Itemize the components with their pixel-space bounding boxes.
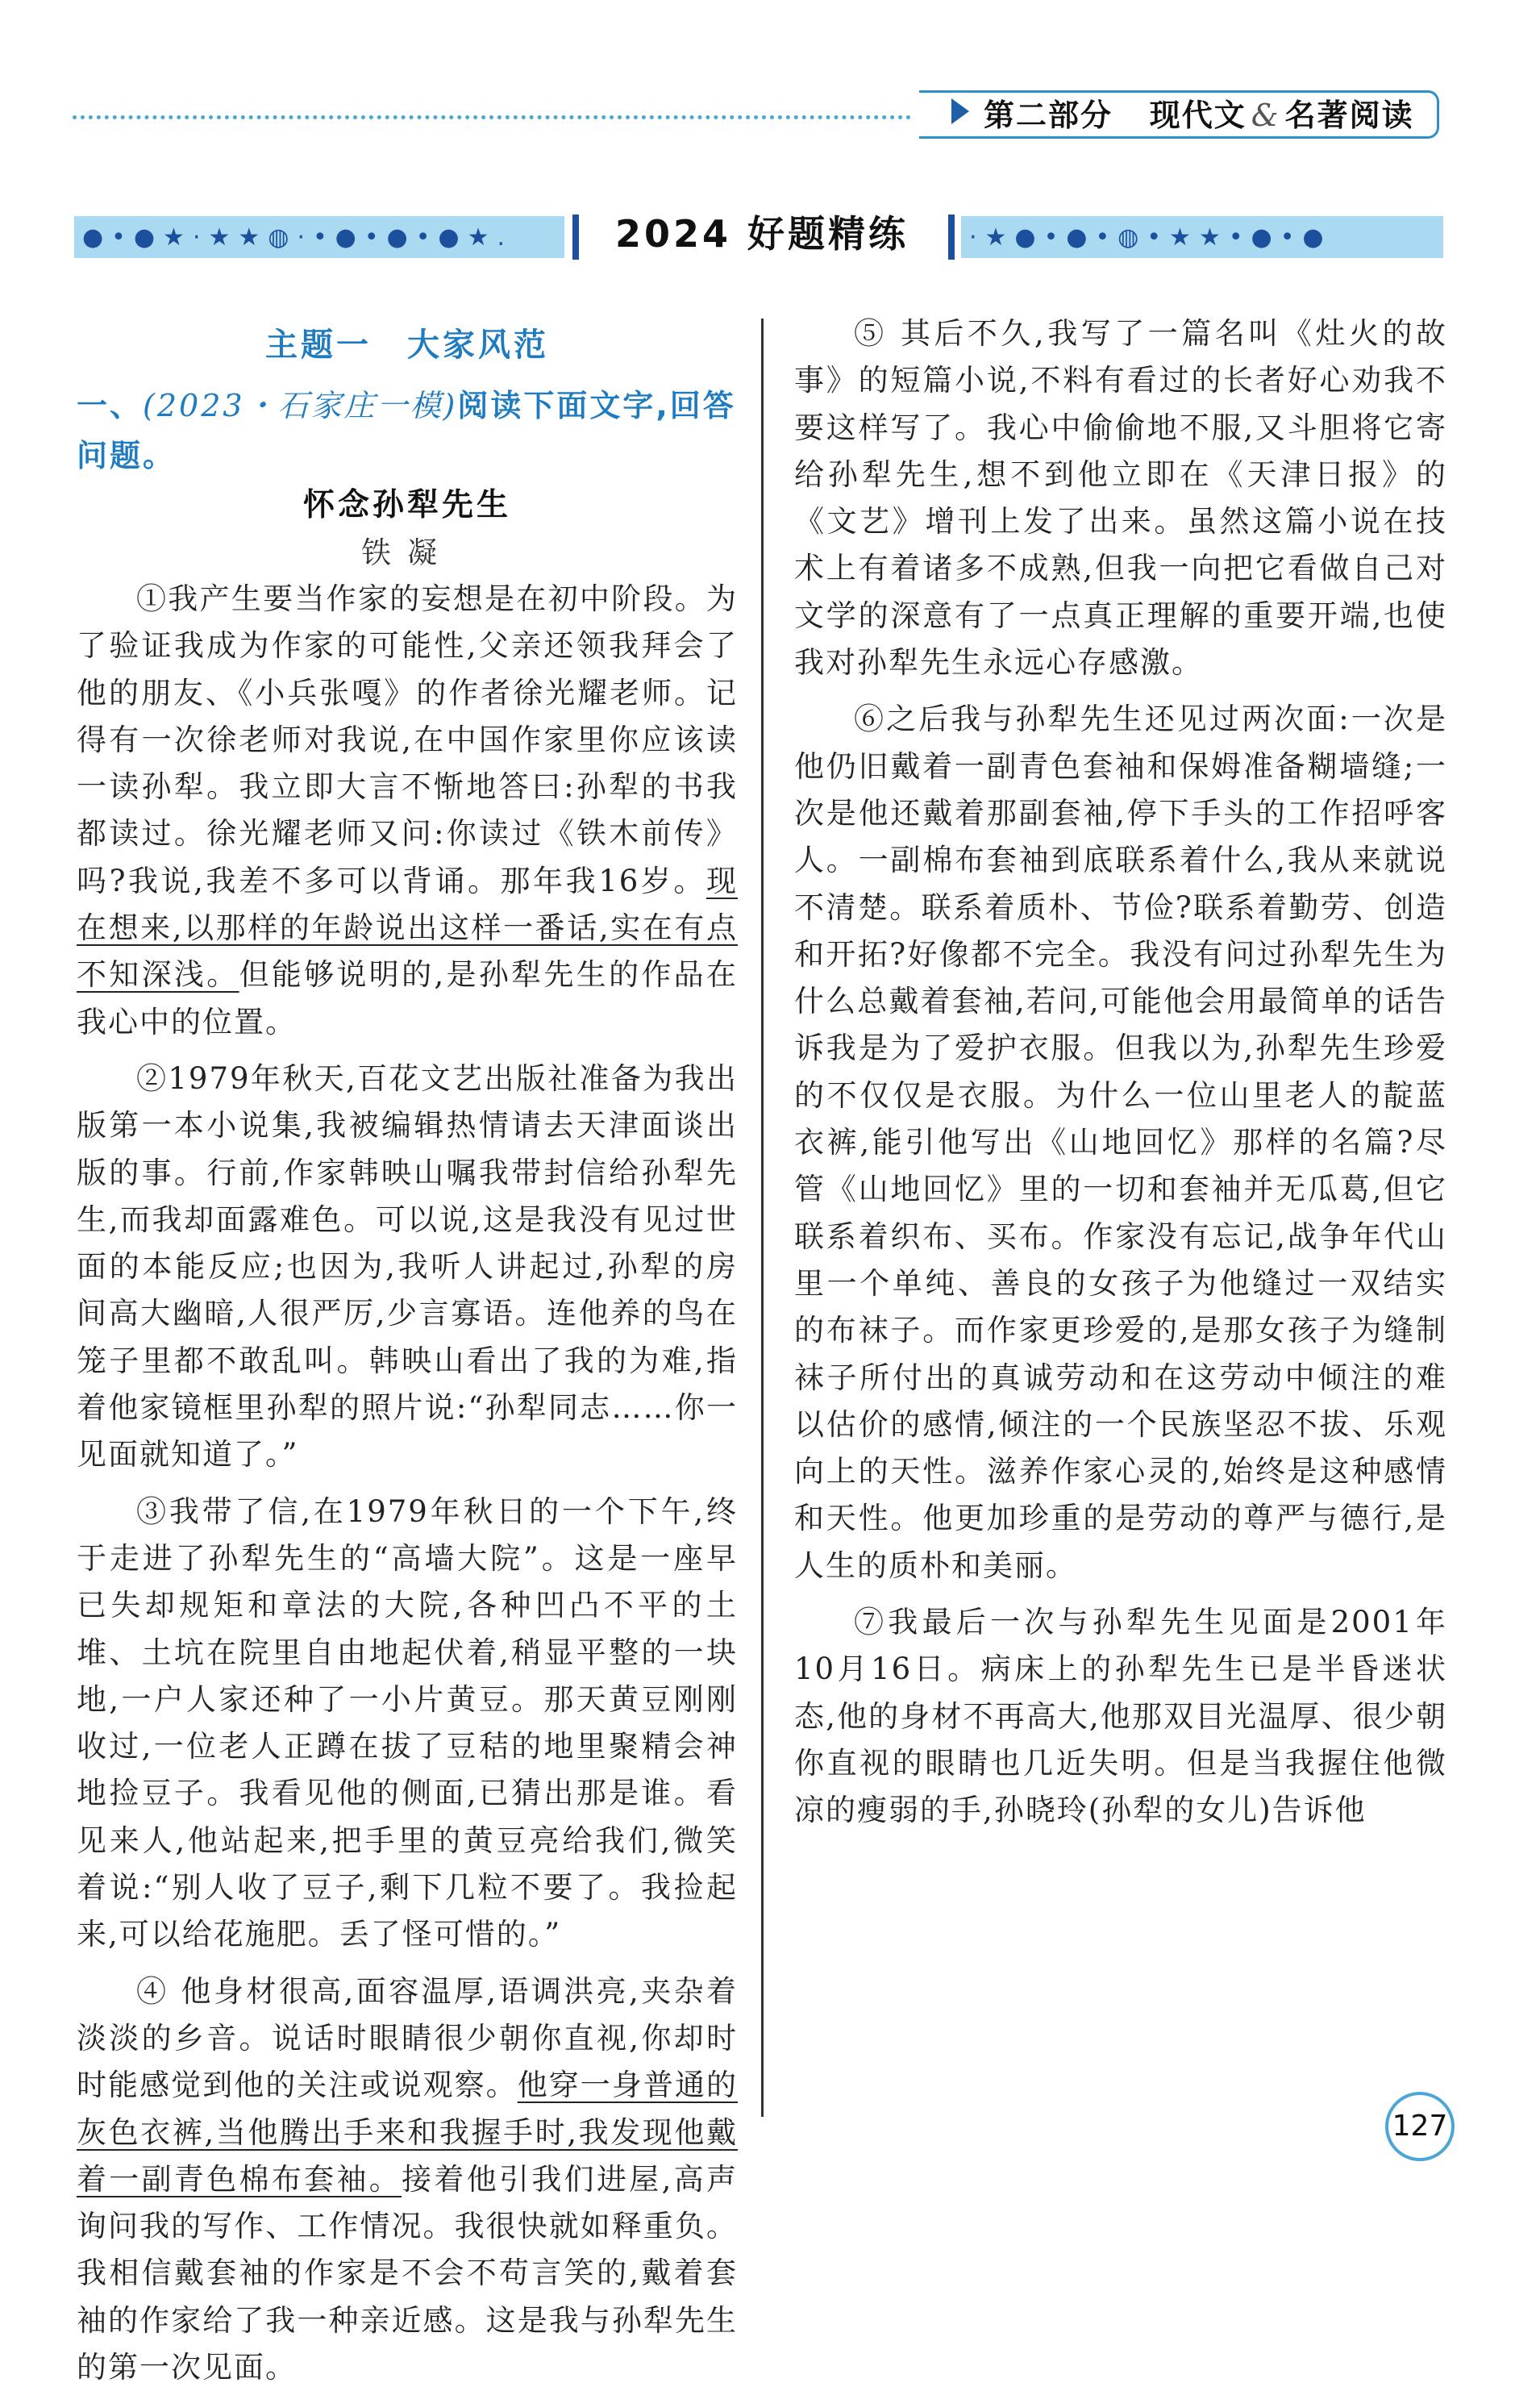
question-text: 阅读下面文字,回答问题。 — [77, 388, 736, 473]
theme-title: 主题一 大家风范 — [265, 327, 549, 364]
paragraph-2: ②1979年秋天,百花文艺出版社准备为我出版第一本小说集,我被编辑热情请去天津面谈出版的事。行前,作家韩映山嘱我带封信给孙犁先生,而我却面露难色。可以说,这是我没有见过世面的本能反应;也因为,我听人讲起过,孙犁的房间高大幽暗,人很严厉,少言寡语。连他养的鸟在笼子里都不敢乱叫。韩映山看出了我的为难,指着他家镜框里孙犁的照片说:“孙犁同志……你一见面就知道了。” — [77, 1060, 738, 1473]
header-subject-b: 名著阅读 — [1284, 98, 1414, 133]
banner-left-decoration: ●•●★·★★◍·•●•●•●★. — [82, 223, 514, 252]
paragraph-4-underlined: 他穿一身普通的灰色衣裤,当他腾出手来和我握手时,我发现他戴着一副青色棉布套袖。 — [77, 2068, 739, 2197]
header-dotted-rule — [73, 115, 911, 119]
header-arrow-icon — [951, 98, 969, 124]
paragraph-4-tail: 接着他引我们进屋,高声询问我的写作、工作情况。我很快就如释重负。我相信戴套袖的作家是不会不苟言笑的,戴着套袖的作家给了我一种亲近感。这是我与孙犁先生的第一次见面。 — [77, 2161, 739, 2385]
banner-right-bar — [961, 216, 1443, 258]
right-column — [794, 310, 1447, 1835]
article-author: 铁凝 — [361, 535, 453, 570]
paragraph-4-text: ④ 他身材很高,面容温厚,语调洪亮,夹杂着淡淡的乡音。说话时眼睛很少朝你直视,你却时时能感觉到他的关注或说观察。 — [77, 1973, 738, 2103]
banner-right-decoration: ·★●•●•◍•★★•●•● — [969, 223, 1332, 252]
page-number: 127 — [1385, 2092, 1455, 2161]
paragraph-1-text: ①我产生要当作家的妄想是在初中阶段。为了验证我成为作家的可能性,父亲还领我拜会了他的朋友、《小兵张嘎》的作者徐光耀老师。记得有一次徐老师对我说,在中国作家里你应该读一读孙犁。我立即大言不惭地答曰:孙犁的书我都读过。徐光耀老师又问:你读过《铁木前传》吗?我说,我差不多可以背诵。那年我16岁。 — [77, 581, 738, 898]
left-column — [77, 321, 738, 2391]
question-prefix: 一、 — [77, 388, 144, 423]
paragraph-1-underlined: 现在想来,以那样的年龄说出这样一番话,实在有点不知深浅。 — [77, 863, 738, 993]
article-title: 怀念孙犁先生 — [302, 487, 511, 523]
question-prompt — [77, 381, 738, 481]
paragraph-7: ⑦我最后一次与孙犁先生见面是2001年10月16日。病床上的孙犁先生已是半昏迷状态,他的身材不再高大,他那双目光温厚、很少朝你直视的眼睛也几近失明。但是当我握住他微凉的瘦弱的手,孙晓玲(孙犁的女儿)告诉他 — [794, 1605, 1447, 1828]
paragraph-1 — [77, 576, 738, 1046]
banner-title: 2024 好题精练 — [614, 212, 909, 256]
banner-right-separator — [948, 215, 955, 260]
paragraph-1-tail: 但能够说明的,是孙犁先生的作品在我心中的位置。 — [77, 957, 738, 1039]
banner-left-separator — [572, 215, 579, 260]
paragraph-6: ⑥之后我与孙犁先生还见过两次面:一次是他仍旧戴着一副青色套袖和保姆准备糊墙缝;一次是他还戴着那副套袖,停下手头的工作招呼客人。一副棉布套袖到底联系着什么,我从来就说不清楚。联系着质朴、节俭?联系着勤劳、创造和开拓?好像都不完全。我没有问过孙犁先生为什么总戴着套袖,若问,可能他会用最简单的话告诉我是为了爱护衣服。但我以为,孙犁先生珍爱的不仅仅是衣服。为什么一位山里老人的靛蓝衣裤,能引他写出《山地回忆》那样的名篇?尽管《山地回忆》里的一切和套袖并无瓜葛,但它联系着织布、买布。作家没有忘记,战争年代山里一个单纯、善良的女孩子为他缝过一双结实的布袜子。而作家更珍爱的,是那女孩子为缝制袜子所付出的真诚劳动和在这劳动中倾注的难以估价的感情,倾注的一个民族坚忍不拔、乐观向上的天性。滋养作家心灵的,始终是这种感情和天性。他更加珍重的是劳动的尊严与德行,是人生的质朴和美丽。 — [794, 702, 1447, 1583]
paragraph-4-start — [77, 1968, 738, 2391]
header-subject-a: 现代文 — [1149, 98, 1247, 133]
paragraph-3: ③我带了信,在1979年秋日的一个下午,终于走进了孙犁先生的“高墙大院”。这是一座早已失却规矩和章法的大院,各种凹凸不平的土堆、土坑在院里自由地起伏着,稍显平整的一块地,一户人家还种了一小片黄豆。那天黄豆刚刚收过,一位老人正蹲在拔了豆秸的地里聚精会神地捡豆子。我看见他的侧面,已猜出那是谁。看见来人,他站起来,把手里的黄豆亮给我们,微笑着说:“别人收了豆子,剩下几粒不要了。我捡起来,可以给花施肥。丢了怪可惜的。” — [77, 1493, 738, 1952]
column-divider — [761, 319, 764, 2117]
banner-left-bar — [74, 216, 564, 258]
question-source: (2023・石家庄一模) — [143, 388, 458, 423]
header-amp: & — [1251, 98, 1280, 133]
running-header — [984, 90, 1414, 135]
header-section-label: 第二部分 — [984, 98, 1113, 133]
paragraph-5: ⑤ 其后不久,我写了一篇名叫《灶火的故事》的短篇小说,不料有看过的长者好心劝我不要这样写了。我心中偷偷地不服,又斗胆将它寄给孙犁先生,想不到他立即在《天津日报》的《文艺》增刊上发了出来。虽然这篇小说在技术上有着诸多不成熟,但我一向把它看做自己对文学的深意有了一点真正理解的重要开端,也使我对孙犁先生永远心存感激。 — [794, 316, 1447, 681]
